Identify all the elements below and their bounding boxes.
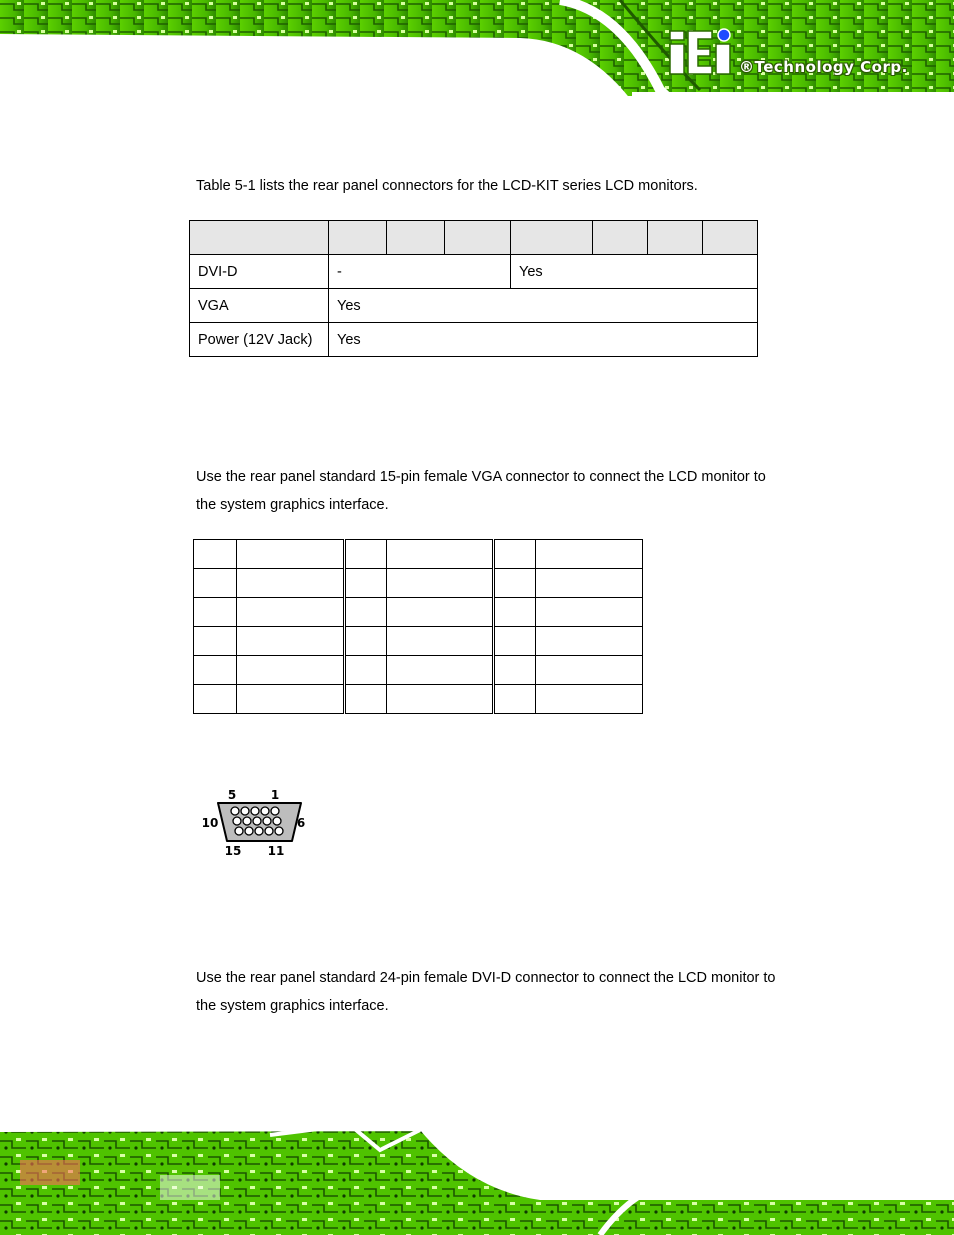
table-cell bbox=[536, 656, 643, 685]
dvi-paragraph-line: Use the rear panel standard 24-pin female DVI-D connector to connect the LCD monitor to bbox=[196, 970, 776, 986]
pin-label: 15 bbox=[224, 844, 242, 858]
header-cell bbox=[387, 221, 445, 255]
table-cell bbox=[494, 598, 536, 627]
table-cell bbox=[344, 685, 386, 714]
table-row bbox=[194, 540, 643, 569]
pin-label: 1 bbox=[270, 788, 280, 802]
vga-paragraph-line: the system graphics interface. bbox=[196, 497, 389, 513]
dvi-paragraph-line: the system graphics interface. bbox=[196, 998, 389, 1014]
table-cell bbox=[344, 598, 386, 627]
connector-table bbox=[189, 220, 758, 357]
table-cell bbox=[344, 627, 386, 656]
table-cell bbox=[536, 569, 643, 598]
connector-name: Power (12V Jack) bbox=[190, 323, 329, 357]
table-row bbox=[190, 255, 758, 289]
header-cell bbox=[648, 221, 703, 255]
table-cell bbox=[494, 540, 536, 569]
table-cell bbox=[494, 627, 536, 656]
header-cell bbox=[190, 221, 329, 255]
pin-label: 5 bbox=[227, 788, 237, 802]
header-cell bbox=[329, 221, 387, 255]
table-cell bbox=[194, 627, 237, 656]
table-row bbox=[190, 289, 758, 323]
dvi-paragraph bbox=[196, 964, 776, 1020]
cell-value: Yes bbox=[329, 289, 758, 323]
vga-paragraph bbox=[196, 463, 766, 519]
table-cell bbox=[386, 598, 494, 627]
table-row bbox=[194, 656, 643, 685]
table-cell bbox=[194, 656, 237, 685]
table-cell bbox=[236, 685, 344, 714]
table-cell bbox=[494, 685, 536, 714]
table-row bbox=[190, 323, 758, 357]
table-cell bbox=[536, 598, 643, 627]
cell-value: - bbox=[329, 255, 511, 289]
table-cell bbox=[536, 540, 643, 569]
cell-value: Yes bbox=[511, 255, 758, 289]
table-cell bbox=[194, 598, 237, 627]
intro-paragraph: Table 5-1 lists the rear panel connectors for the LCD-KIT series LCD monitors. bbox=[196, 178, 698, 194]
table-cell bbox=[386, 627, 494, 656]
table-row bbox=[194, 569, 643, 598]
table-cell bbox=[344, 569, 386, 598]
table-cell bbox=[236, 598, 344, 627]
brand-text: ®Technology Corp. bbox=[739, 58, 908, 76]
header-cell bbox=[445, 221, 511, 255]
connector-name: DVI-D bbox=[190, 255, 329, 289]
table-row bbox=[194, 627, 643, 656]
header-banner bbox=[0, 0, 954, 112]
header-cell bbox=[703, 221, 758, 255]
table-cell bbox=[236, 627, 344, 656]
table-row bbox=[194, 685, 643, 714]
table-cell bbox=[494, 656, 536, 685]
table-cell bbox=[344, 540, 386, 569]
connector-name: VGA bbox=[190, 289, 329, 323]
table-cell bbox=[194, 540, 237, 569]
iei-logo bbox=[668, 28, 738, 76]
table-cell bbox=[236, 656, 344, 685]
cell-value: Yes bbox=[329, 323, 758, 357]
table-cell bbox=[386, 569, 494, 598]
table-cell bbox=[386, 685, 494, 714]
table-cell bbox=[194, 569, 237, 598]
header-cell bbox=[593, 221, 648, 255]
table-cell bbox=[386, 540, 494, 569]
header-cell bbox=[511, 221, 593, 255]
pin-label: 11 bbox=[267, 844, 285, 858]
table-cell bbox=[236, 569, 344, 598]
pin-label: 10 bbox=[201, 816, 219, 830]
pin-label: 6 bbox=[296, 816, 306, 830]
table-cell bbox=[536, 627, 643, 656]
footer-banner bbox=[0, 1120, 954, 1235]
table-cell bbox=[494, 569, 536, 598]
table-row bbox=[194, 598, 643, 627]
vga-connector-diagram bbox=[200, 786, 310, 858]
table-cell bbox=[344, 656, 386, 685]
table-cell bbox=[194, 685, 237, 714]
table-cell bbox=[386, 656, 494, 685]
table-cell bbox=[236, 540, 344, 569]
pins bbox=[231, 807, 283, 835]
table-cell bbox=[536, 685, 643, 714]
vga-pinout-table bbox=[193, 539, 643, 714]
table-header-row bbox=[190, 221, 758, 255]
vga-paragraph-line: Use the rear panel standard 15-pin female VGA connector to connect the LCD monitor to bbox=[196, 469, 766, 485]
